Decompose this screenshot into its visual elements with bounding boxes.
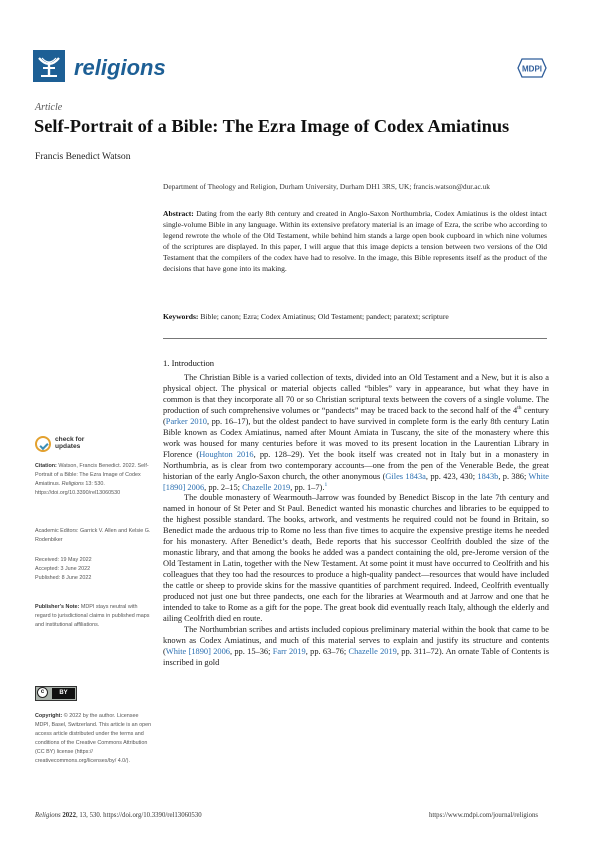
citation-label: Citation: <box>35 463 57 469</box>
dates-block <box>35 556 153 583</box>
citation-link[interactable]: Houghton 2016 <box>199 449 254 459</box>
footer-citation <box>35 812 202 819</box>
text-run: , pp. 16–17), but the oldest pandect to have survived in complete form is the early 8th century Latin Bible known as Codex Amiatinus, named after Mount Amiata in Tuscany, the site of the monastery where this work was housed for many centuries before it was moved to its present location in the Laurentian Library in Florence ( <box>163 416 550 459</box>
check-updates-icon <box>35 436 51 452</box>
citation-doi[interactable]: 13: 530. https://doi.org/10.3390/rel13060530 <box>35 480 121 496</box>
publisher-note <box>35 603 153 630</box>
academic-editors: Academic Editors: Garrick V. Allen and Kelsie G. Rodenbiker <box>35 528 151 543</box>
keywords-text: Bible; canon; Ezra; Codex Amiatinus; Old Testament; pandect; paratext; scripture <box>200 312 449 321</box>
accepted-date: Accepted: 3 June 2022 <box>35 565 91 572</box>
text-run: , pp. 1–7). <box>290 482 325 492</box>
citation-link[interactable]: 1843b <box>477 471 499 481</box>
check-updates-line2: updates <box>55 443 81 451</box>
text-run: , pp. 2–15; <box>204 482 243 492</box>
mdpi-logo-icon <box>517 58 547 78</box>
cc-license-badge[interactable] <box>35 686 77 701</box>
publisher-note-text: MDPI stays neutral with regard to jurisdictional claims in published maps and institutional affiliations. <box>35 604 150 628</box>
divider <box>163 338 547 339</box>
text-run: , pp. 311–72). An ornate Table of Contents is inscribed in gold <box>163 646 549 667</box>
author-name: Francis Benedict Watson <box>35 151 131 162</box>
cc-by-label: BY <box>52 688 75 699</box>
footer-journal-url[interactable]: https://www.mdpi.com/journal/religions <box>429 812 539 819</box>
citation-link[interactable]: Parker 2010 <box>165 416 207 426</box>
body-text <box>163 373 549 669</box>
affiliation: Department of Theology and Religion, Durham University, Durham DH1 3RS, UK; francis.watson@dur.ac.uk <box>163 182 491 191</box>
text-run: , pp. 128–29). Yet the book itself was created not in Italy but in a monastery in Northumbria, as is clear from two contemporary accounts—one from the pen of the Venerable Bede, the great historian of the early Anglo-Saxon church, the other anonymous ( <box>163 449 549 481</box>
citation-link[interactable]: Chazelle 2019 <box>242 482 291 492</box>
footer-year: 2022 <box>60 812 76 819</box>
text-run: The Northumbrian scribes and artists included copious preliminary material within the book that came to be known as Codex Amiatinus, and much of this material serves to explain and justify its structure and contents ( <box>163 624 549 656</box>
publisher-name: MDPI <box>522 64 542 74</box>
abstract-label: Abstract: <box>163 209 194 218</box>
citation-text: Watson, Francis Benedict. 2022. Self-Portrait of a Bible: The Ezra Image of Codex Amiatinus. <box>35 463 149 487</box>
keywords-label: Keywords: <box>163 312 199 321</box>
paragraph <box>163 373 549 493</box>
copyright-block <box>35 712 153 765</box>
text-run: , pp. 423, 430; <box>425 471 478 481</box>
copyright-text: © 2022 by the author. Licensee MDPI, Basel, Switzerland. This article is an open access article distributed under the terms and conditions of the Creative Commons Attribution (CC BY) license (https:// creativecommons.org/licenses/by/ 4.0/). <box>35 713 152 764</box>
text-run: The Christian Bible is a varied collection of texts, divided into an Old Testament and a New, but it is also a physical object. The physical or material objects called “bibles” vary in appearance, but what they have in common is that they incorporate all 70 or so Christian scriptural texts between the covers of a single volume. The production of such comprehensive volumes or “pandects” may be traced back to the second half of the 4 <box>163 373 549 415</box>
citation-journal: Religions <box>61 480 84 487</box>
citation-block <box>35 462 153 498</box>
keywords <box>163 311 547 322</box>
text-run: , pp. 63–76; <box>305 646 349 656</box>
check-updates-line1: check for <box>55 436 85 443</box>
cc-icon: c <box>37 687 48 698</box>
footnote-link[interactable]: 1 <box>324 481 328 488</box>
article-title: Self-Portrait of a Bible: The Ezra Image of Codex Amiatinus <box>34 116 510 136</box>
article-type: Article <box>35 102 63 113</box>
superscript: th <box>517 405 522 412</box>
abstract-text: Dating from the early 8th century and created in Anglo-Saxon Northumbria, Codex Amiatinus is the oldest intact single-volume Bible in any language. Within its extensive prefatory material is an image of Ezra, the scribe who according to legend rewrote the whole of the Old Testament, while behind him stands a large open book cupboard in which nine volumes of the scriptures are displayed. In this paper, I will argue that this image depicts a tension between two versions of the Old Testament that the compilers of the codex have had to resolve. In the image, this Bible represents itself as the product of the decisions that have gone into its making. <box>163 209 547 273</box>
check-updates-label <box>55 436 84 450</box>
citation-link[interactable]: Chazelle 2019 <box>348 646 397 656</box>
check-for-updates-button[interactable] <box>35 436 111 458</box>
journal-name[interactable]: religions <box>74 55 166 80</box>
text-run: , p. 386; <box>498 471 529 481</box>
copyright-label: Copyright: <box>35 713 63 719</box>
published-date: Published: 8 June 2022 <box>35 574 92 581</box>
publisher-note-label: Publisher’s Note: <box>35 604 80 610</box>
citation-link[interactable]: White [1890] 2006 <box>165 646 230 656</box>
citation-link[interactable]: White [1890] 2006 <box>163 471 549 492</box>
journal-logo-icon <box>33 50 65 82</box>
section-title: 1. Introduction <box>163 358 215 368</box>
paragraph <box>163 625 549 669</box>
paragraph: The double monastery of Wearmouth–Jarrow was founded by Benedict Biscop in the late 7th century and named in honour of St Peter and St Paul. Benedict wanted his monastic churches and libraries to be equipped to the highest possible standard. The books, artwork, and vestments he required could not be found in Britain, so Benedict made the arduous trip to Rome no less than five times to acquire the expensive prestige items he needed for his monastery. After Benedict’s death, Bede reports that his successor Ceolfrith doubled the size of the monastic library, and that among the books he added was a pandect containing the old, pre-Jerome version of the Old Testament in Latin, together with the New Testament. At some point it must have occurred to Ceolfrith and his colleagues that they too had the resources to produce a high-quality pandect—resources that would have included the cattle or sheep to provide skins for the massive quantities of parchment required. Indeed, Ceolfrith eventually produced not just one but three pandects, one each for the libraries at Wearmouth and at Jarrow and one that he intended to take to Rome as a gift for the pope. The great book did eventually reach Italy, although the elderly and ailing Ceolfrith died en route. <box>163 493 549 623</box>
text-run: , pp. 15–36; <box>229 646 273 656</box>
abstract <box>163 208 547 274</box>
footer-doi[interactable]: , 13, 530. https://doi.org/10.3390/rel13060530 <box>75 812 202 819</box>
citation-link[interactable]: Farr 2019 <box>272 646 306 656</box>
citation-link[interactable]: Giles 1843a <box>385 471 426 481</box>
received-date: Received: 19 May 2022 <box>35 557 92 563</box>
text-run: century ( <box>163 405 549 426</box>
footer-journal: Religions <box>35 812 61 819</box>
